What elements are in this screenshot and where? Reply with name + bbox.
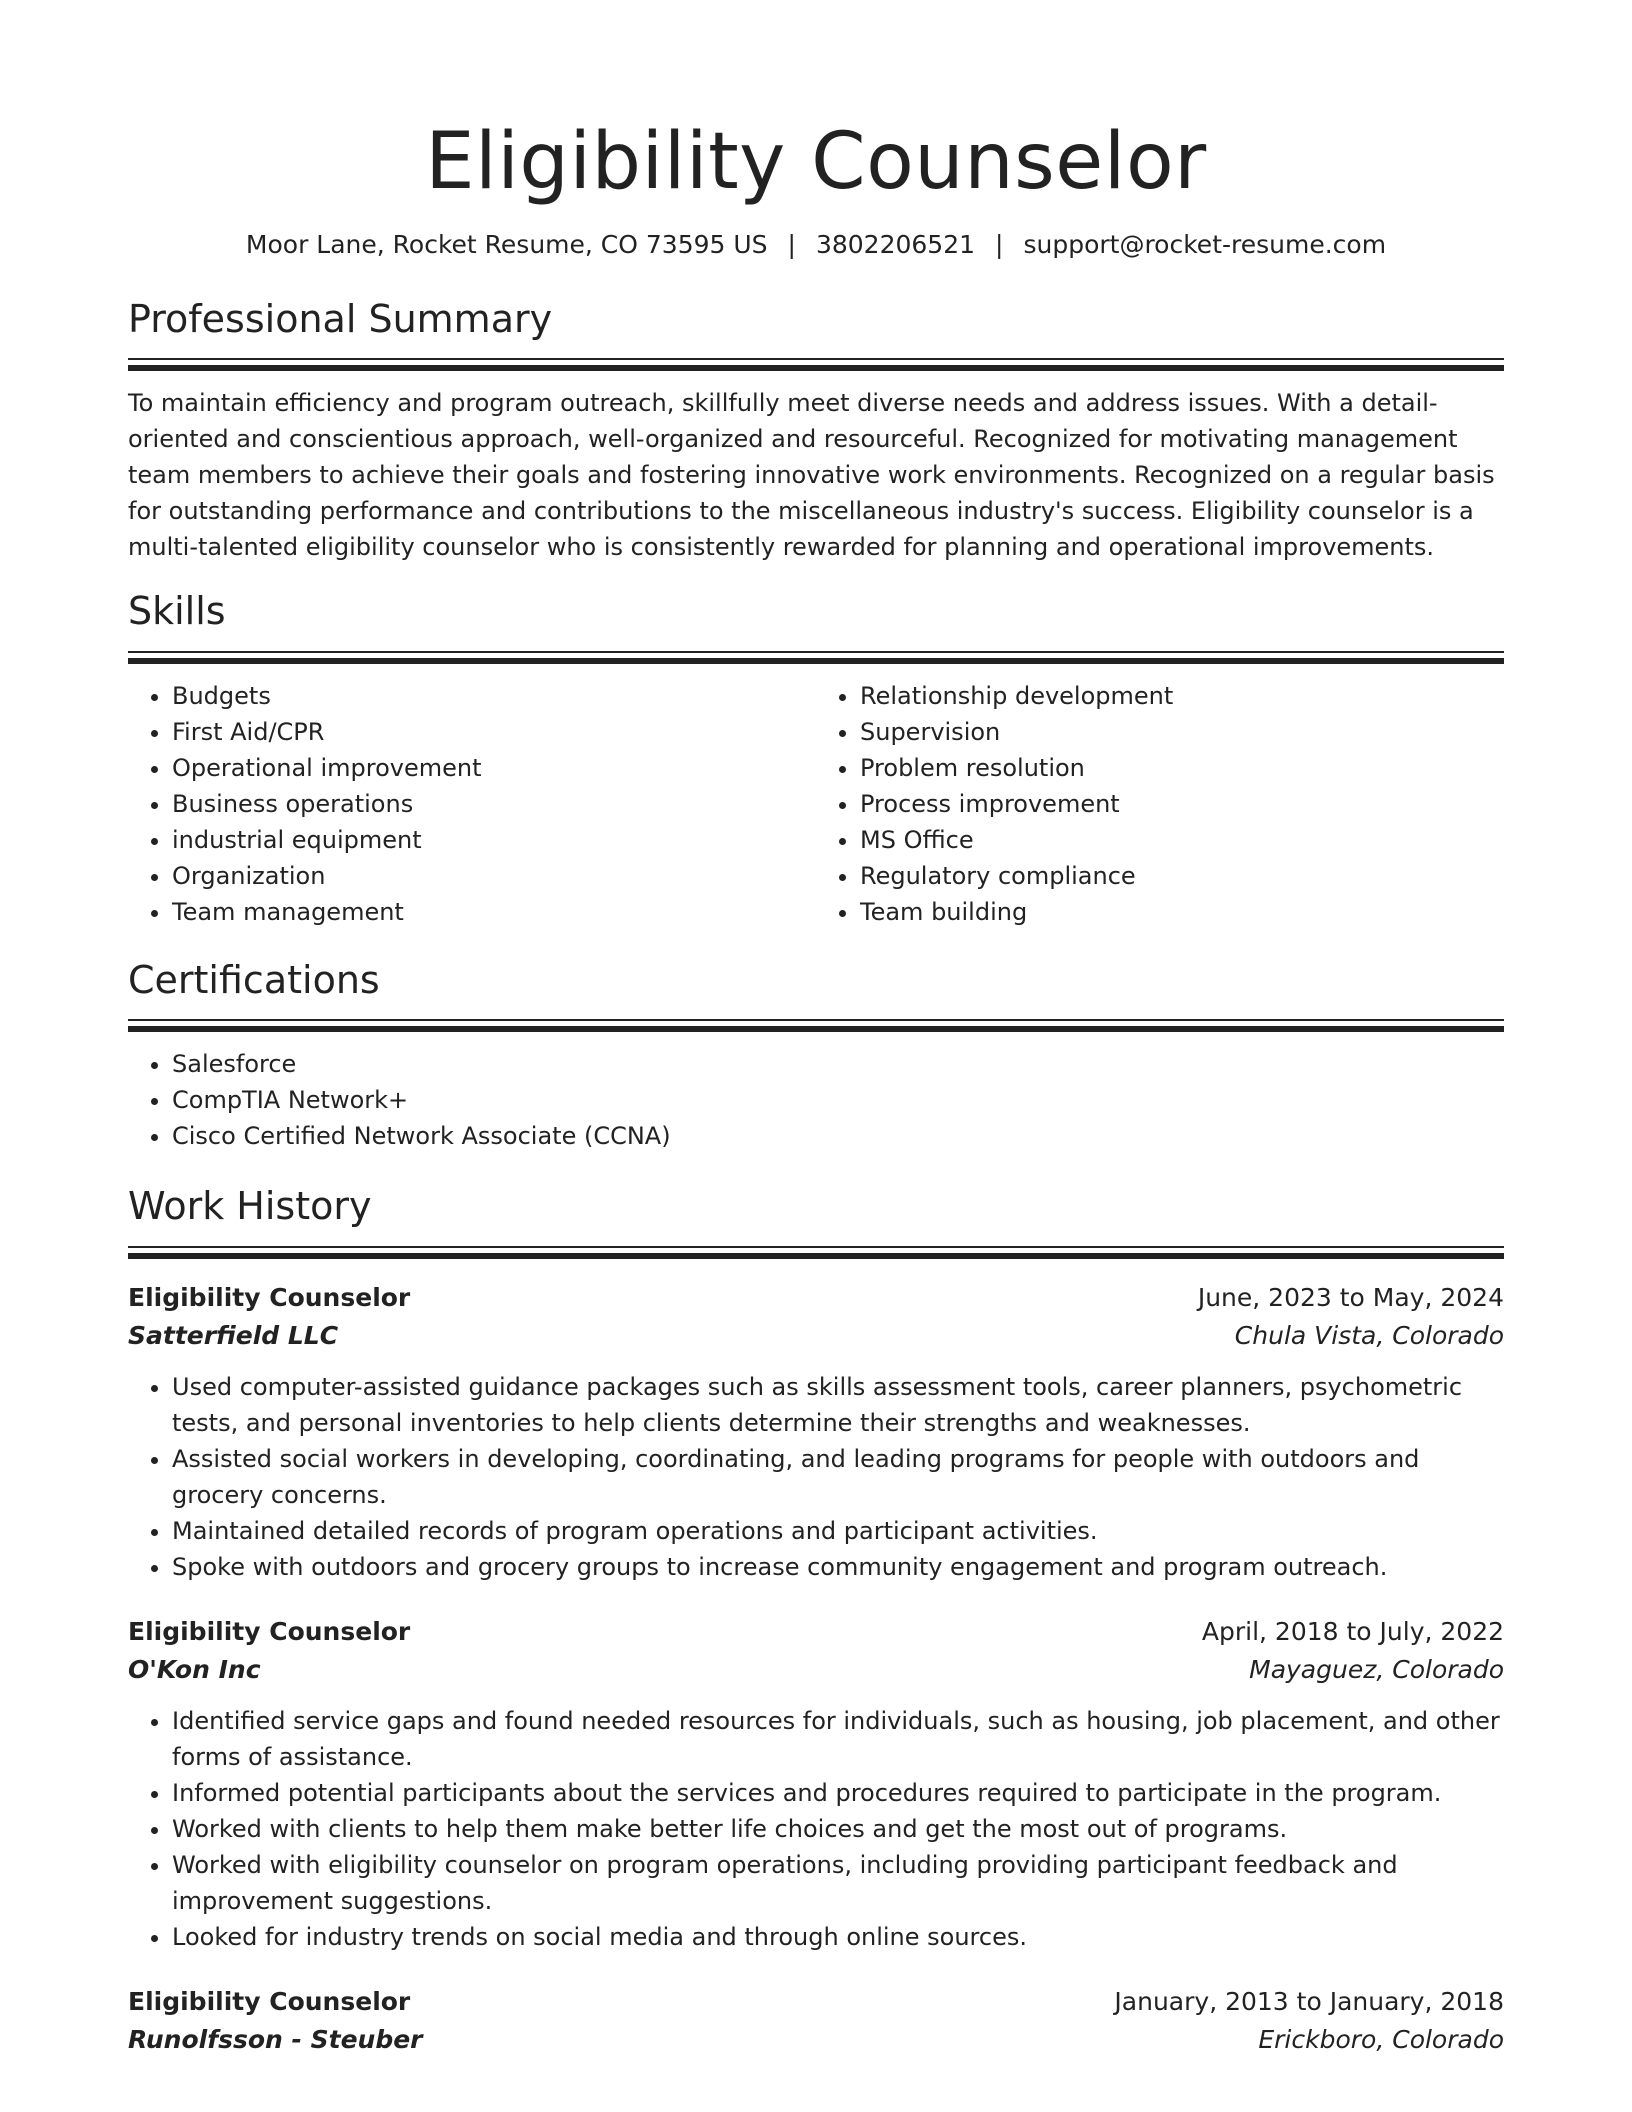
section-rule xyxy=(128,1253,1504,1259)
job-title: Eligibility Counselor xyxy=(128,1283,411,1313)
job-bullets xyxy=(128,1703,1504,1955)
job-company-row xyxy=(128,1317,1504,1355)
skill-item: • Relationship development xyxy=(860,678,1504,714)
job-dates: April, 2018 to July, 2022 xyxy=(1201,1617,1504,1647)
job-title: Eligibility Counselor xyxy=(128,1617,411,1647)
skills-list-left xyxy=(128,678,816,930)
certification-item: • CompTIA Network+ xyxy=(172,1082,1504,1118)
job-bullet: • Spoke with outdoors and grocery groups to increase community engagement and program outreach. xyxy=(172,1549,1504,1585)
section-rule xyxy=(128,358,1504,360)
section-rule xyxy=(128,1026,1504,1032)
job-company: Satterfield LLC xyxy=(128,1321,339,1351)
contact-phone: 3802206521 xyxy=(815,229,976,259)
section-rule xyxy=(128,651,1504,653)
job-company: O'Kon Inc xyxy=(128,1655,261,1685)
work-history-section xyxy=(128,1184,1504,2059)
skill-item: • Team building xyxy=(860,894,1504,930)
contact-address: Moor Lane, Rocket Resume, CO 73595 US xyxy=(245,229,768,259)
job-bullet: • Identified service gaps and found needed resources for individuals, such as housing, job placement, and other forms of assistance. xyxy=(172,1703,1504,1775)
contact-line xyxy=(128,230,1504,259)
skills-section xyxy=(128,589,1504,930)
contact-separator: | xyxy=(787,229,796,259)
job-entry xyxy=(128,1613,1504,1955)
summary-text: To maintain efficiency and program outreach, skillfully meet diverse needs and address issues. With a detail-oriented and conscientious approach, well-organized and resourceful. Recognized for motivating management team members to achieve their goals and fostering innovative work environments. Recognized on a regular basis for outstanding performance and contributions to the miscellaneous industry's success. Eligibility counselor is a multi-talented eligibility counselor who is consistently rewarded for planning and operational improvements. xyxy=(128,389,1495,562)
job-company: Runolfsson - Steuber xyxy=(128,2025,423,2055)
skill-item: • First Aid/CPR xyxy=(172,714,816,750)
section-rule xyxy=(128,1019,1504,1021)
certifications-list xyxy=(128,1046,1504,1154)
skill-item: • Organization xyxy=(172,858,816,894)
section-title-skills: Skills xyxy=(128,589,226,634)
skill-item: • Supervision xyxy=(860,714,1504,750)
job-dates: June, 2023 to May, 2024 xyxy=(1197,1283,1504,1313)
job-entry xyxy=(128,1279,1504,1585)
job-title: Eligibility Counselor xyxy=(128,1987,411,2017)
job-bullet: • Informed potential participants about the services and procedures required to participate in the program. xyxy=(172,1775,1504,1811)
skills-grid xyxy=(128,664,1504,930)
section-title-summary: Professional Summary xyxy=(128,296,553,341)
job-location: Chula Vista, Colorado xyxy=(1234,1321,1504,1351)
skill-item: • Team management xyxy=(172,894,816,930)
job-bullet: • Worked with clients to help them make better life choices and get the most out of programs. xyxy=(172,1811,1504,1847)
job-header-row xyxy=(128,1279,1504,1317)
skill-item: • Operational improvement xyxy=(172,750,816,786)
job-company-row xyxy=(128,2021,1504,2059)
job-location: Erickboro, Colorado xyxy=(1258,2025,1504,2055)
skill-item: • Business operations xyxy=(172,786,816,822)
section-title-work-history: Work History xyxy=(128,1184,372,1229)
certifications-section xyxy=(128,958,1504,1155)
skill-item: • industrial equipment xyxy=(172,822,816,858)
job-bullets xyxy=(128,1369,1504,1585)
job-header-row xyxy=(128,1613,1504,1651)
job-header-row xyxy=(128,1983,1504,2021)
skill-item: • Budgets xyxy=(172,678,816,714)
contact-separator: | xyxy=(995,229,1004,259)
skill-item: • MS Office xyxy=(860,822,1504,858)
summary-section xyxy=(128,297,1504,566)
section-rule xyxy=(128,1246,1504,1248)
resume-name: Eligibility Counselor xyxy=(425,117,1207,207)
job-bullet: • Looked for industry trends on social media and through online sources. xyxy=(172,1919,1504,1955)
skills-list-right xyxy=(816,678,1504,930)
job-bullet: • Worked with eligibility counselor on program operations, including providing participant feedback and improvement suggestions. xyxy=(172,1847,1504,1919)
skill-item: • Problem resolution xyxy=(860,750,1504,786)
job-bullet: • Assisted social workers in developing, coordinating, and leading programs for people with outdoors and grocery concerns. xyxy=(172,1441,1504,1513)
skill-item: • Regulatory compliance xyxy=(860,858,1504,894)
job-location: Mayaguez, Colorado xyxy=(1249,1655,1504,1685)
job-entry xyxy=(128,1983,1504,2059)
section-rule xyxy=(128,365,1504,371)
job-bullet: • Maintained detailed records of program operations and participant activities. xyxy=(172,1513,1504,1549)
section-title-certifications: Certifications xyxy=(128,957,380,1002)
certification-item: • Salesforce xyxy=(172,1046,1504,1082)
certification-item: • Cisco Certified Network Associate (CCNA) xyxy=(172,1118,1504,1154)
job-bullet: • Used computer-assisted guidance packages such as skills assessment tools, career planners, psychometric tests, and personal inventories to help clients determine their strengths and weaknesses. xyxy=(172,1369,1504,1441)
job-dates: January, 2013 to January, 2018 xyxy=(1114,1987,1504,2017)
skill-item: • Process improvement xyxy=(860,786,1504,822)
contact-email: support@rocket-resume.com xyxy=(1023,229,1387,259)
job-company-row xyxy=(128,1651,1504,1689)
